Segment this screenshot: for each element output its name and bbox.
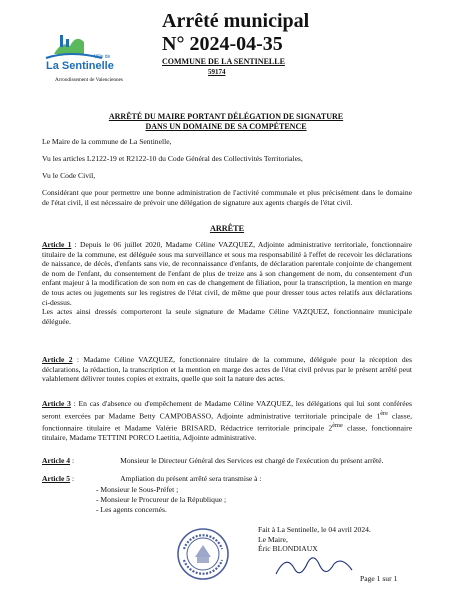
article-4-text: Monsieur le Directeur Général des Services est chargé de l'exécution du présent arrêté. (120, 456, 384, 465)
article-2 (42, 355, 412, 384)
list-item: - Les agents concernés. (96, 505, 167, 514)
ampliation-list (96, 485, 226, 515)
article-5-label: Article 5 (42, 474, 71, 483)
article-1-label: Article 1 (42, 240, 72, 249)
article-1-text: : Depuis le 06 juillet 2020, Madame Céline VAZQUEZ, Adjointe administrative territoriale, fonctionnaire titulaire de la commune, est déléguée sous ma surveillance et sous ma responsabilité à l'effet de recevoir les déclarations de naissance, de décès, d'enfants sans vie, de reconnaissance d'enfants, de déclaration parentale conjointe de changement de nom de l'enfant, du consentement de l'enfant de plus de treize ans à son changement de nom, du consentement d'un enfant majeur à la modification de son nom en cas de changement de filiation, pour la transcription, la mention en marge de tous actes ou jugements sur les registres de l'état civil, de même que pour dresser tous actes relatifs aux déclarations ci-dessus. (42, 240, 412, 307)
doc-title: Arrêté municipal (162, 10, 310, 32)
logo-small-text: Ville de (94, 54, 111, 60)
main-title-line2: DANS UN DOMAINE DE SA COMPÉTENCE (145, 122, 307, 131)
signer-name: Éric BLONDIAUX (258, 544, 318, 554)
preamble-maire: Le Maire de la commune de La Sentinelle, (42, 137, 172, 146)
preamble-considerant: Considérant que pour permettre une bonne administration de l'activité communale et plus précisément dans le domaine de l'état civil, il est nécessaire de prévoir une délégation de signature aux agents chargés de l'état civil. (42, 188, 412, 207)
preamble-vu1: Vu les articles L2122-19 et R2122-10 du Code Général des Collectivités Territoriales, (42, 154, 303, 163)
fait-line: Fait à La Sentinelle, le 04 avril 2024. (258, 525, 371, 534)
article-3-label: Article 3 (42, 399, 71, 408)
article-4-label: Article 4 (42, 456, 71, 465)
article-5: Article 5 : Ampliation du présent arrêté sera transmise à : (42, 474, 262, 483)
article-4: Article 4 : Monsieur le Directeur Général des Services est chargé de l'exécution du présent arrêté. (42, 456, 384, 465)
commune-name: COMMUNE DE LA SENTINELLE (162, 57, 285, 66)
page-indicator: Page 1 sur 1 (360, 574, 398, 583)
main-title (40, 112, 412, 132)
arrondissement-label: Arrondissement de Valenciennes (55, 77, 123, 83)
article-2-text: : Madame Céline VAZQUEZ, fonctionnaire titulaire de la commune, déléguée pour la réception des déclarations, la rédaction, la transcription et la mention en marge des actes de l'état civil prévus par le présent arrêté peut valablement délivrer toutes copies et extraits, quelle que soit la nature des actes. (42, 355, 412, 384)
list-item: - Monsieur le Procureur de la République ; (96, 495, 227, 504)
article-3-text-c: classe, fonctionnaire titulaire, Madame TETTINI PORCO Laetitia, Adjointe administrative. (42, 423, 412, 442)
article-3-text-b: classe, fonctionnaire titulaire et Madame Valérie BRISARD, Rédactrice territoriale principale 2 (42, 411, 412, 433)
list-item: - Monsieur le Sous-Préfet ; (96, 485, 179, 494)
main-title-line1: ARRÊTÉ DU MAIRE PORTANT DÉLÉGATION DE SIGNATURE (108, 112, 344, 121)
article-3-text-a: : En cas d'absence ou d'empêchement de Madame Céline VAZQUEZ, les délégations qui lui sont conférées seront exercées par Madame Betty CAMPOBASSO, Adjointe administrative territoriale principale de 1 (42, 399, 412, 421)
article-1-text2: Les actes ainsi dressés comporteront la seule signature de Madame Céline VAZQUEZ, fonctionnaire municipale déléguée. (42, 307, 412, 326)
handwritten-signature (272, 548, 362, 584)
article-1 (42, 240, 412, 326)
article-3 (42, 399, 412, 442)
article-3-sup2: ème (332, 421, 343, 429)
preamble-vu2: Vu le Code Civil, (42, 171, 96, 180)
arrete-heading: ARRÊTE (209, 224, 245, 233)
town-logo (40, 20, 130, 75)
mairie-seal-icon (176, 527, 230, 581)
role-line: Le Maire, (258, 534, 288, 544)
article-3-sup1: ère (380, 409, 388, 417)
logo-big-text: La Sentinelle (46, 60, 114, 72)
doc-number: N° 2024-04-35 (162, 33, 283, 55)
postal-code: 59174 (208, 68, 226, 76)
article-5-text: Ampliation du présent arrêté sera transmise à : (120, 474, 262, 483)
article-2-label: Article 2 (42, 355, 73, 364)
